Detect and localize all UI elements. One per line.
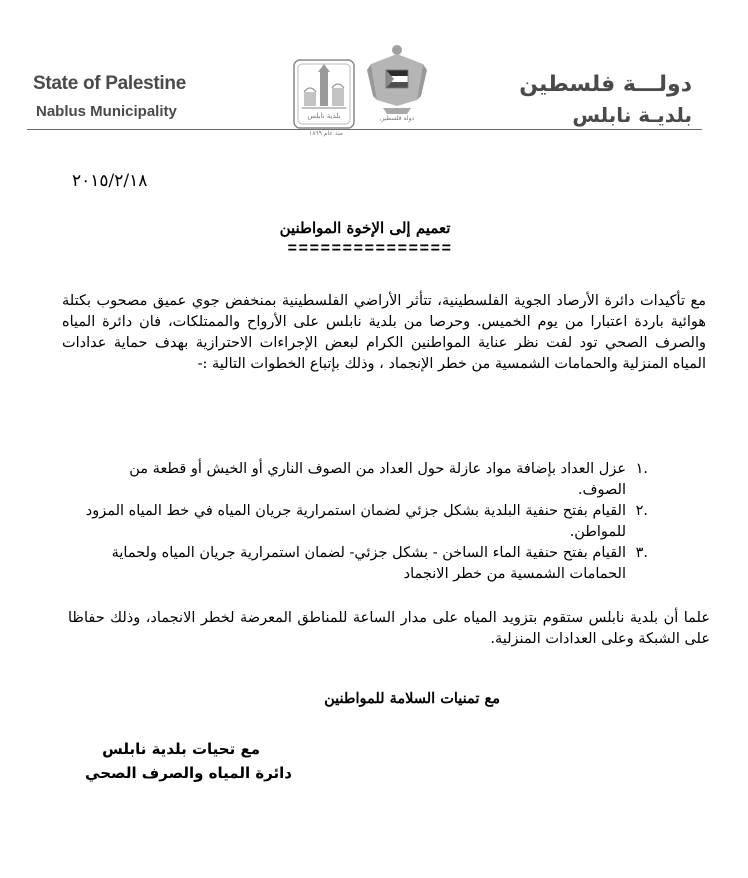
letterhead-divider	[27, 129, 702, 130]
arabic-state-title: دولـــة فلسطين	[519, 72, 692, 97]
heading-separator: ===============	[287, 240, 453, 258]
palestine-eagle-emblem-icon	[367, 40, 427, 122]
list-item	[80, 501, 648, 543]
municipality-seal-text: بلدية نابلس	[307, 112, 341, 120]
intro-paragraph: مع تأكيدات دائرة الأرصاد الجوية الفلسطينية، تتأثر الأراضي الفلسطينية بمنخفض جوي عميق مصحوب بكتلة هوائية باردة اعتبارا من يوم الخميس. وحرصا من بلدية نابلس على الأرواح والممتلكات، فان دائرة المياه والصرف الصحي تود لفت نظر عناية المواطنين الكرام لبعض الإجراءات الاحترازية بهدف حماية عدادات المياه المنزلية والحمامات الشمسية من خطر الإنجماد ، وذلك بإتباع الخطوات التالية :-	[62, 293, 706, 372]
arabic-municipality-subtitle: بلديـة نابلس	[572, 103, 692, 127]
document-date: ٢٠١٥/٢/١٨	[72, 171, 148, 191]
signature-greeting: مع تحيات بلدية نابلس	[102, 740, 260, 758]
signature-department: دائرة المياه والصرف الصحي	[85, 764, 292, 782]
step-text: عزل العداد بإضافة مواد عازلة حول العداد من الصوف الناري أو الخيش أو قطعة من الصوف.	[129, 461, 626, 498]
step-number: .٣	[635, 545, 648, 561]
english-municipality-subtitle: Nablus Municipality	[36, 103, 177, 120]
list-item	[80, 459, 648, 501]
steps-list	[80, 459, 648, 585]
english-state-title: State of Palestine	[33, 73, 186, 94]
founded-year: منذ عام ١٨٦٩	[308, 130, 343, 137]
step-number: .٢	[635, 503, 648, 519]
document-heading: تعميم إلى الإخوة المواطنين	[279, 219, 451, 237]
step-number: .١	[635, 461, 648, 477]
safety-wishes: مع تمنيات السلامة للمواطنين	[324, 690, 500, 707]
closing-paragraph: علما أن بلدية نابلس ستقوم بتزويد المياه على مدار الساعة للمناطق المعرضة لخطر الانجماد، وذلك حفاظا على الشبكة وعلى العدادات المنزلية.	[68, 610, 710, 647]
list-item	[80, 543, 648, 585]
eagle-emblem-text: دولة فلسطين	[379, 115, 415, 122]
nablus-municipality-logo-icon	[292, 58, 356, 130]
step-text: القيام بفتح حنفية الماء الساخن - بشكل جزئي- لضمان استمرارية جريان المياه ولحماية الحمامات الشمسية من خطر الانجماد	[111, 545, 626, 582]
step-text: القيام بفتح حنفية البلدية بشكل جزئي لضمان استمرارية جريان المياه في خط المياه المزود للمواطن.	[85, 503, 626, 540]
